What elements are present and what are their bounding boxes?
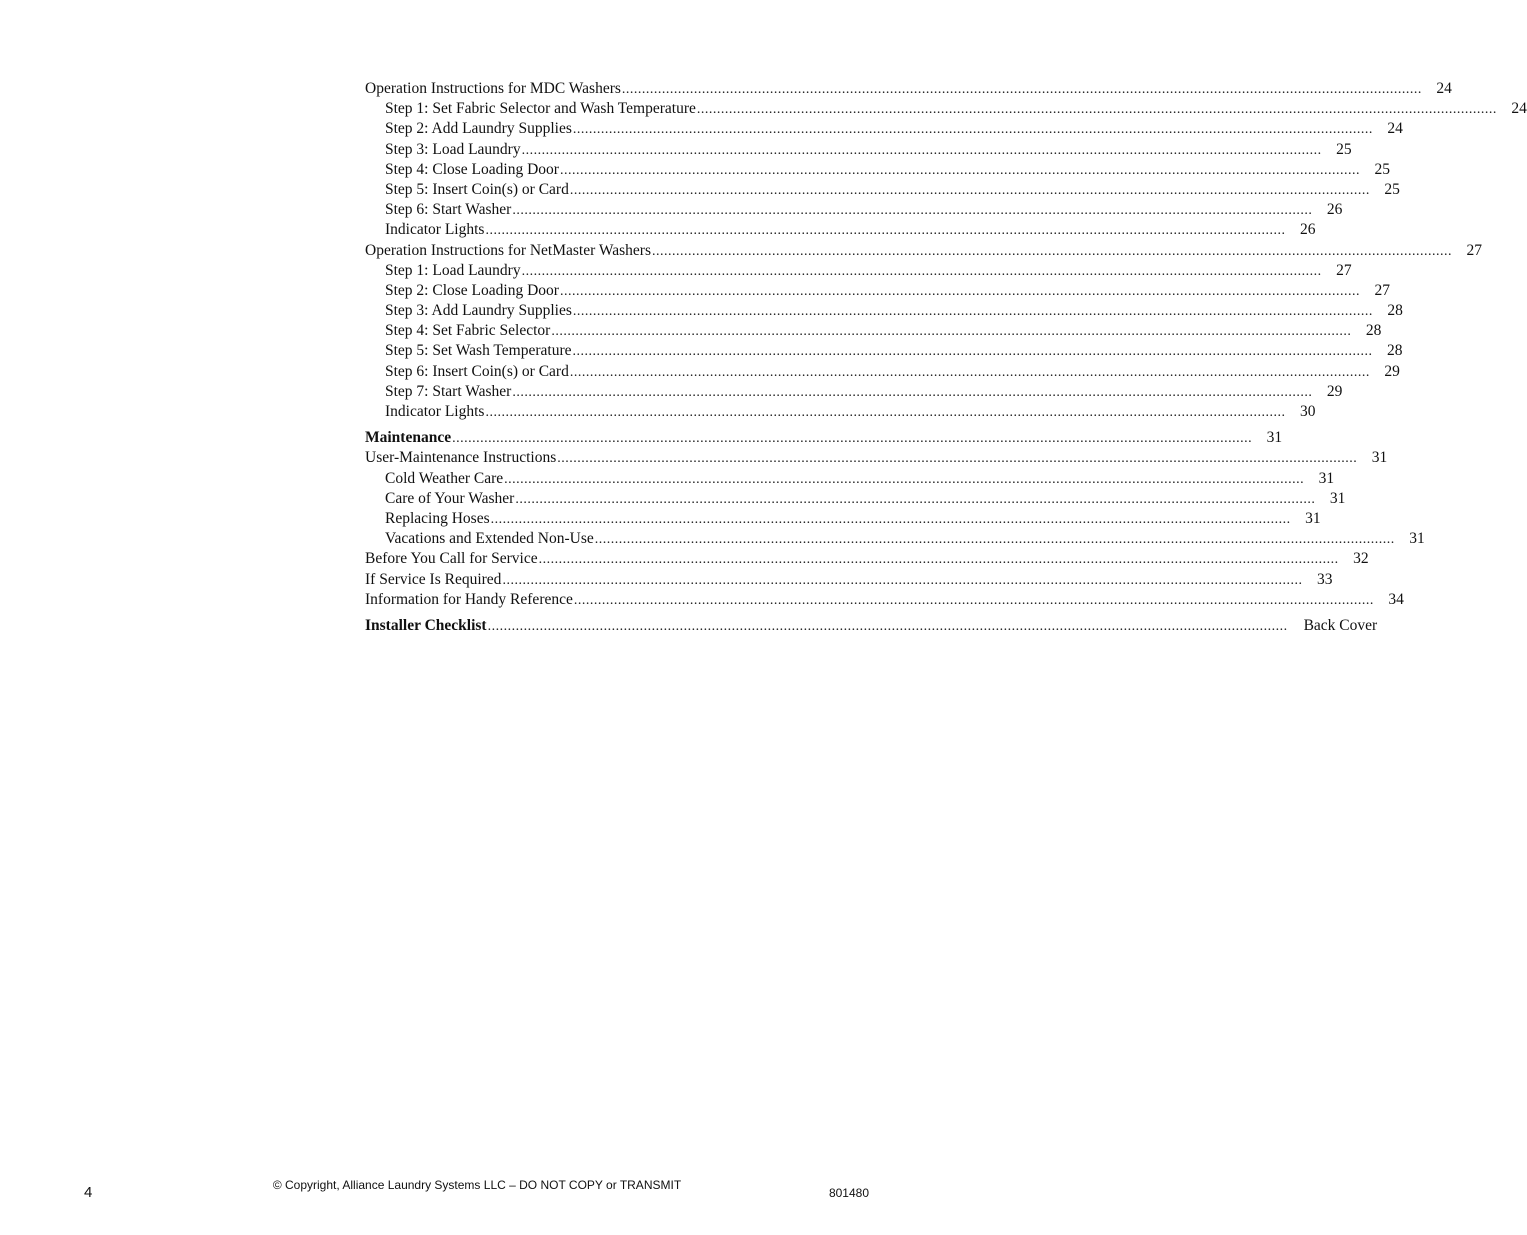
toc-entry-page: 24 — [1387, 120, 1403, 138]
dot-leader: ........................................................................................................................................................................................................ — [621, 82, 1422, 97]
toc-entry[interactable] — [365, 616, 1378, 636]
toc-entry[interactable] — [365, 99, 1527, 119]
copyright-notice: © Copyright, Alliance Laundry Systems LLC – DO NOT COPY or TRANSMIT — [272, 1178, 682, 1192]
toc-entry-label: User-Maintenance Instructions — [365, 449, 557, 467]
document-number: 801480 — [828, 1186, 869, 1200]
dot-leader: ........................................................................................................................................................................................................ — [572, 304, 1373, 320]
toc-entry-label: Vacations and Extended Non-Use — [385, 530, 594, 548]
dot-leader: ........................................................................................................................................................................................................ — [559, 162, 1360, 178]
toc-entry[interactable] — [365, 200, 1343, 220]
toc-entry-page: 24 — [1436, 80, 1452, 97]
dot-leader: ........................................................................................................................................................................................................ — [551, 324, 1352, 340]
dot-leader: ........................................................................................................................................................................................................ — [485, 405, 1286, 420]
toc-entry-label: Maintenance — [365, 429, 452, 447]
toc-entry-label: Step 3: Load Laundry — [385, 140, 521, 158]
toc-entry-page: 31 — [1305, 509, 1321, 527]
toc-entry[interactable] — [365, 180, 1400, 200]
dot-leader: ........................................................................................................................................................................................................ — [490, 511, 1291, 527]
dot-leader: ........................................................................................................................................................................................................ — [557, 451, 1358, 467]
toc-entry-page: Back Cover — [1303, 616, 1378, 634]
toc-entry-page: 33 — [1316, 570, 1333, 588]
toc-entry-page: 31 — [1329, 489, 1346, 507]
toc-entry-label: Indicator Lights — [385, 403, 485, 420]
toc-entry-label: Step 6: Insert Coin(s) or Card — [385, 362, 569, 380]
toc-entry-label: Replacing Hoses — [385, 509, 490, 527]
toc-entry[interactable] — [365, 590, 1404, 610]
toc-entry-label: Care of Your Washer — [385, 489, 515, 507]
dot-leader: ........................................................................................................................................................................................................ — [594, 532, 1395, 548]
toc-entry-label: Step 4: Set Fabric Selector — [385, 322, 551, 340]
toc-entry-page: 29 — [1384, 362, 1400, 380]
toc-entry-page: 31 — [1409, 530, 1425, 548]
toc-entry-label: Indicator Lights — [385, 221, 485, 239]
toc-entry-label: Step 1: Set Fabric Selector and Wash Temperature — [385, 100, 696, 118]
toc-entry-label: Installer Checklist — [365, 616, 487, 634]
dot-leader: ........................................................................................................................................................................................................ — [487, 618, 1288, 634]
dot-leader: ........................................................................................................................................................................................................ — [572, 122, 1373, 138]
toc-entry-label: Step 5: Set Wash Temperature — [385, 342, 572, 360]
toc-entry[interactable] — [365, 549, 1369, 569]
toc-entry[interactable] — [365, 509, 1321, 529]
dot-leader: ........................................................................................................................................................................................................ — [485, 223, 1286, 239]
toc-entry-page: 27 — [1374, 281, 1390, 299]
toc-entry[interactable] — [365, 428, 1283, 448]
dot-leader: ........................................................................................................................................................................................................ — [696, 102, 1497, 118]
dot-leader: ........................................................................................................................................................................................................ — [452, 431, 1253, 447]
toc-entry[interactable] — [365, 160, 1390, 180]
toc-entry-label: Step 4: Close Loading Door — [385, 160, 559, 178]
toc-entry[interactable] — [365, 570, 1333, 590]
toc-entry-label: Step 1: Load Laundry — [385, 261, 521, 279]
toc-entry-label: If Service Is Required — [365, 570, 502, 588]
toc-entry-label: Cold Weather Care — [385, 469, 504, 487]
toc-entry[interactable] — [365, 281, 1390, 301]
toc-entry[interactable] — [365, 241, 1483, 261]
toc-entry[interactable] — [365, 79, 1452, 99]
toc-entry-page: 27 — [1466, 241, 1483, 259]
toc-entry[interactable] — [365, 448, 1388, 468]
dot-leader: ........................................................................................................................................................................................................ — [521, 142, 1322, 158]
toc-entry-label: Step 2: Add Laundry Supplies — [385, 120, 572, 138]
dot-leader: ........................................................................................................................................................................................................ — [502, 572, 1303, 588]
toc-entry-page: 30 — [1299, 403, 1316, 420]
dot-leader: ........................................................................................................................................................................................................ — [559, 283, 1360, 299]
toc-entry[interactable] — [365, 469, 1335, 489]
toc-entry[interactable] — [365, 140, 1352, 160]
toc-entry[interactable] — [365, 362, 1400, 382]
toc-entry-page: 24 — [1511, 100, 1527, 118]
toc-entry-page: 25 — [1374, 160, 1390, 178]
toc-entry-page: 25 — [1384, 180, 1400, 198]
dot-leader: ........................................................................................................................................................................................................ — [569, 182, 1370, 198]
toc-entry-page: 31 — [1318, 469, 1335, 487]
toc-entry-label: Step 3: Add Laundry Supplies — [385, 302, 572, 320]
dot-leader: ........................................................................................................................................................................................................ — [512, 384, 1313, 400]
dot-leader: ........................................................................................................................................................................................................ — [572, 344, 1373, 360]
toc-entry-page: 34 — [1388, 590, 1404, 608]
toc-entry-page: 32 — [1353, 550, 1369, 568]
toc-entry-label: Before You Call for Service — [365, 550, 538, 568]
dot-leader: ........................................................................................................................................................................................................ — [515, 491, 1316, 507]
dot-leader: ........................................................................................................................................................................................................ — [538, 552, 1339, 568]
dot-leader: ........................................................................................................................................................................................................ — [512, 203, 1313, 219]
toc-entry-label: Step 2: Close Loading Door — [385, 281, 559, 299]
dot-leader: ........................................................................................................................................................................................................ — [573, 592, 1374, 608]
page-number: 4 — [84, 1184, 93, 1201]
toc-entry-label: Step 5: Insert Coin(s) or Card — [385, 180, 569, 198]
toc-entry-label: Information for Handy Reference — [365, 590, 573, 608]
toc-entry[interactable] — [365, 321, 1382, 341]
toc-entry-page: 31 — [1266, 429, 1283, 447]
dot-leader: ........................................................................................................................................................................................................ — [652, 243, 1453, 259]
toc-entry-page: 28 — [1387, 342, 1403, 360]
table-of-contents — [365, 79, 1527, 636]
toc-entry[interactable] — [365, 529, 1425, 549]
toc-entry[interactable] — [365, 220, 1316, 240]
dot-leader: ........................................................................................................................................................................................................ — [504, 471, 1305, 487]
toc-entry-page: 27 — [1336, 261, 1352, 279]
toc-entry-page: 29 — [1326, 382, 1343, 400]
toc-entry-page: 28 — [1365, 322, 1382, 340]
toc-entry[interactable] — [365, 341, 1403, 361]
toc-entry-page: 25 — [1336, 140, 1352, 158]
toc-entry[interactable] — [365, 382, 1343, 402]
dot-leader: ........................................................................................................................................................................................................ — [569, 364, 1370, 380]
toc-entry-label: Operation Instructions for MDC Washers — [365, 80, 621, 97]
toc-entry-page: 28 — [1387, 302, 1403, 320]
toc-entry-page: 26 — [1299, 221, 1316, 239]
toc-entry[interactable] — [365, 402, 1316, 422]
toc-entry-label: Step 7: Start Washer — [385, 382, 512, 400]
toc-entry-label: Step 6: Start Washer — [385, 201, 512, 219]
toc-entry[interactable] — [365, 489, 1346, 509]
toc-entry[interactable] — [365, 119, 1403, 139]
toc-entry-page: 31 — [1371, 449, 1388, 467]
toc-entry[interactable] — [365, 261, 1352, 281]
toc-entry-label: Operation Instructions for NetMaster Washers — [365, 241, 652, 259]
toc-entry[interactable] — [365, 301, 1403, 321]
toc-entry-page: 26 — [1326, 201, 1343, 219]
dot-leader: ........................................................................................................................................................................................................ — [521, 263, 1322, 279]
